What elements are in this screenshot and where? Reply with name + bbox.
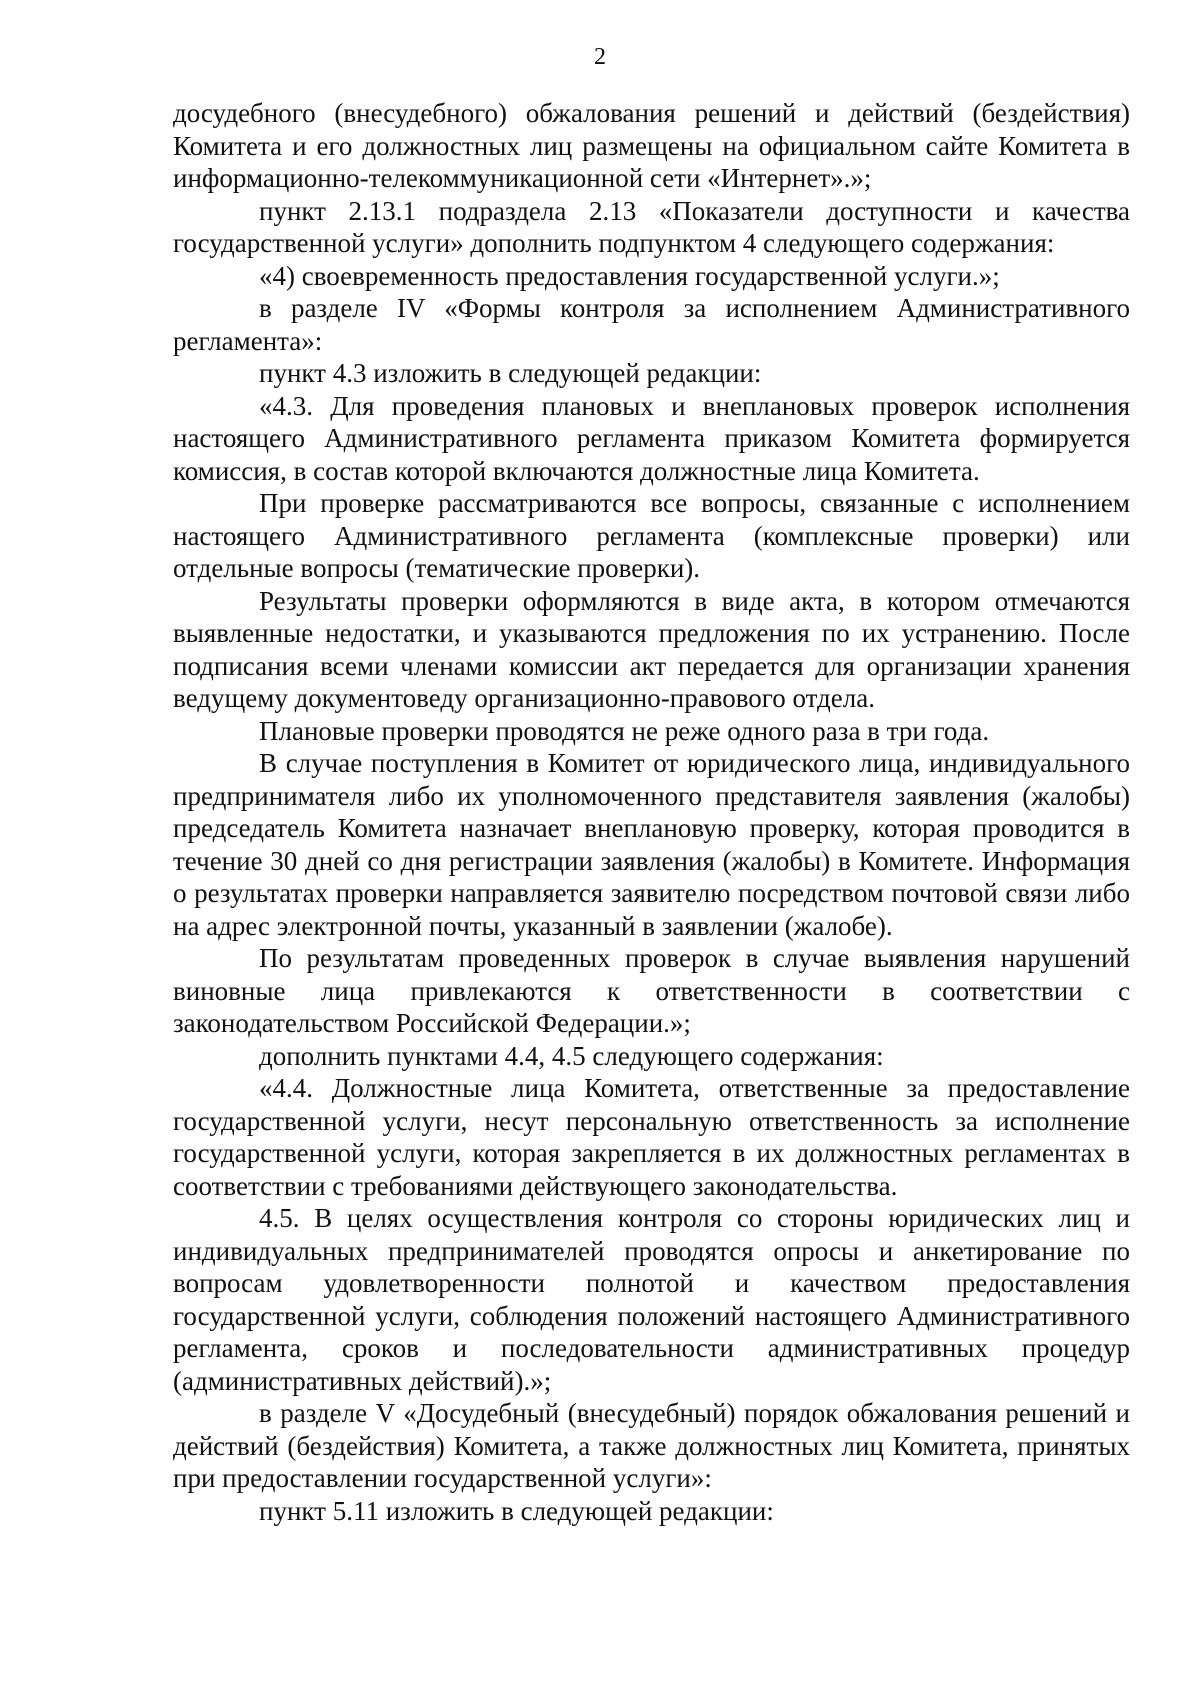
- paragraph: в разделе V «Досудебный (внесудебный) порядок обжалования решений и действий (бездействия) Комитета, а также должностных лиц Комитета, принятых при предоставлении государственной услуги»:: [173, 1398, 1130, 1493]
- paragraph: 4.5. В целях осуществления контроля со стороны юридических лиц и индивидуальных предпринимателей проводятся опросы и анкетирование по вопросам удовлетворенности полнотой и качеством предоставления государственной услуги, соблюдения положений настоящего Административного регламента, сроков и последовательности административных процедур (административных действий).»;: [173, 1203, 1130, 1396]
- paragraph: «4) своевременность предоставления государственной услуги.»;: [259, 260, 1000, 291]
- paragraph: По результатам проведенных проверок в случае выявления нарушений виновные лица привлекаются к ответственности в соответствии с законодательством Российской Федерации.»;: [173, 943, 1130, 1038]
- paragraph: досудебного (внесудебного) обжалования решений и действий (бездействия) Комитета и его должностных лиц размещены на официальном сайте Комитета в информационно-телекоммуникационной сети «Интернет».»;: [173, 98, 1130, 193]
- paragraph: пункт 2.13.1 подраздела 2.13 «Показатели доступности и качества государственной услуги» дополнить подпунктом 4 следующего содержания:: [173, 195, 1130, 258]
- paragraph: пункт 4.3 изложить в следующей редакции:: [259, 358, 762, 388]
- paragraph: дополнить пунктами 4.4, 4.5 следующего содержания:: [259, 1040, 884, 1071]
- paragraph: При проверке рассматриваются все вопросы, связанные с исполнением настоящего Административного регламента (комплексные проверки) или отдельные вопросы (тематические проверки).: [173, 488, 1130, 583]
- paragraph: Результаты проверки оформляются в виде акта, в котором отмечаются выявленные недостатки, и указываются предложения по их устранению. После подписания всеми членами комиссии акт передается для организации хранения ведущему документоведу организационно-правового отдела.: [173, 585, 1130, 713]
- document-body: [173, 97, 1130, 1527]
- page-number: 2: [594, 44, 606, 70]
- paragraph: Плановые проверки проводятся не реже одного раза в три года.: [259, 715, 990, 746]
- paragraph: пункт 5.11 изложить в следующей редакции:: [259, 1495, 774, 1526]
- paragraph: в разделе IV «Формы контроля за исполнением Административного регламента»:: [173, 293, 1130, 356]
- paragraph: В случае поступления в Комитет от юридического лица, индивидуального предпринимателя либо их уполномоченного представителя заявления (жалобы) председатель Комитета назначает внеплановую проверку, которая проводится в течение 30 дней со дня регистрации заявления (жалобы) в Комитете. Информация о результатах проверки направляется заявителю посредством почтовой связи либо на адрес электронной почты, указанный в заявлении (жалобе).: [173, 748, 1130, 941]
- paragraph: «4.3. Для проведения плановых и внеплановых проверок исполнения настоящего Административного регламента приказом Комитета формируется комиссия, в состав которой включаются должностные лица Комитета.: [173, 390, 1130, 486]
- paragraph: «4.4. Должностные лица Комитета, ответственные за предоставление государственной услуги, несут персональную ответственность за исполнение государственной услуги, которая закрепляется в их должностных регламентах в соответствии с требованиями действующего законодательства.: [173, 1073, 1130, 1201]
